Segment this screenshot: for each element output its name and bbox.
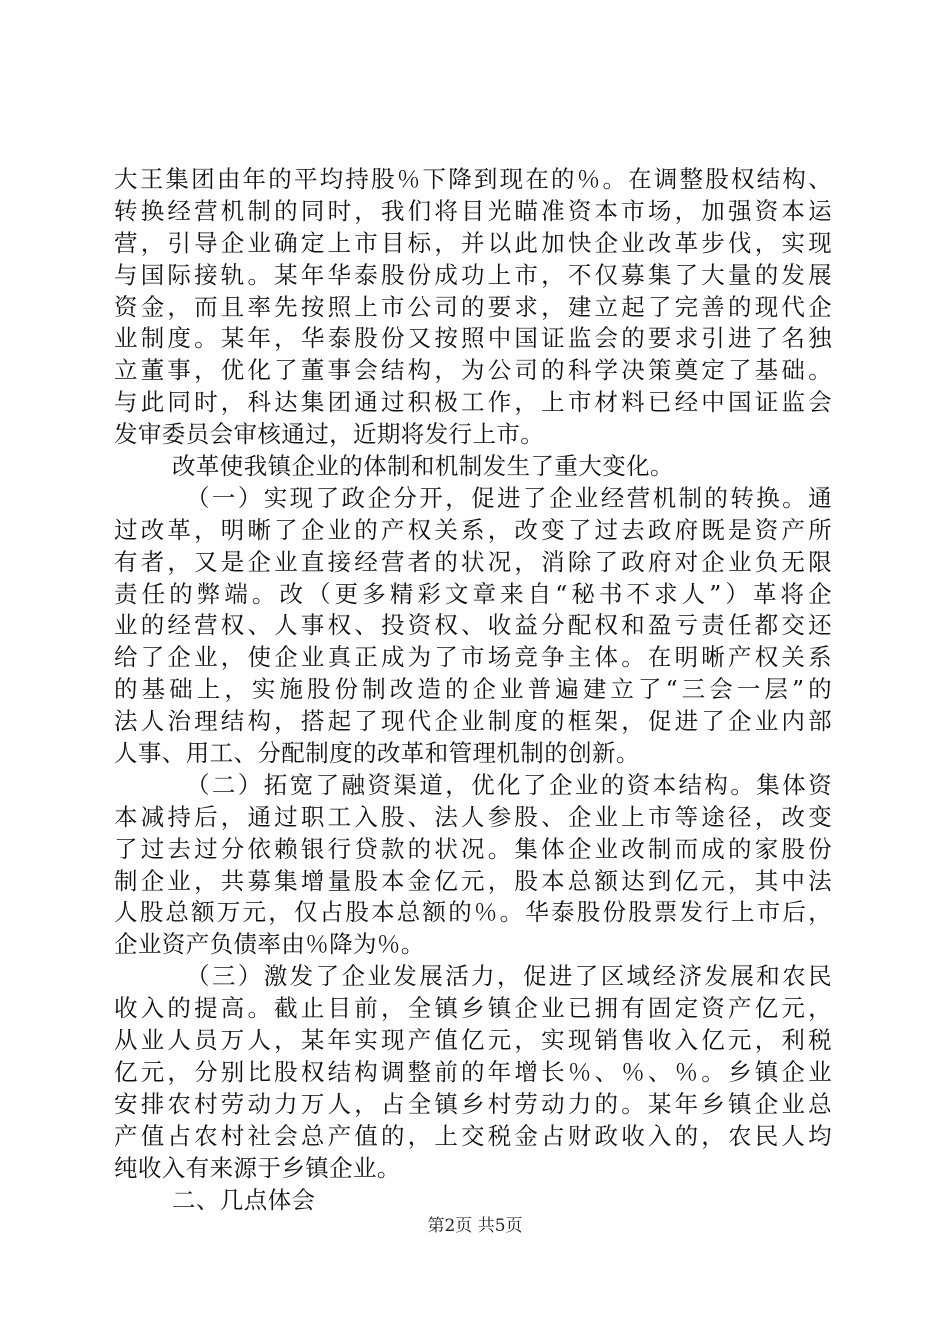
text-line: 法人治理结构，搭起了现代企业制度的框架，促进了企业内部 [114,707,832,736]
text-line: 过改革，明晰了企业的产权关系，改变了过去政府既是资产所 [114,515,832,544]
paragraph-section-two [114,770,832,961]
text-line: 给了企业，使企业真正成为了市场竞争主体。在明晰产权关系 [114,643,832,672]
text-line: （三）激发了企业发展活力，促进了区域经济发展和农民 [186,962,832,991]
text-line: 转换经营机制的同时，我们将目光瞄准资本市场，加强资本运 [114,196,832,225]
text-line: 收入的提高。截止目前，全镇乡镇企业已拥有固定资产亿元， [114,994,832,1023]
paragraph-capital-market [114,164,832,451]
text-line: 大王集团由年的平均持股％下降到现在的％。在调整股权结构、 [114,165,832,193]
text-line: 亿元，分别比股权结构调整前的年增长％、％、％。乡镇企业 [114,1057,832,1086]
document-body [114,164,832,1216]
text-line: 从业人员万人，某年实现产值亿元，实现销售收入亿元，利税 [114,1026,832,1055]
text-line: 制企业，共募集增量股本金亿元，股本总额达到亿元，其中法 [114,866,832,895]
text-line: 安排农村劳动力万人，占全镇乡村劳动力的。某年乡镇企业总 [114,1089,832,1118]
text-line: （一）实现了政企分开，促进了企业经营机制的转换。通 [186,483,832,512]
paragraph-section-three [114,961,832,1184]
text-line: 与此同时，科达集团通过积极工作，上市材料已经中国证监会 [114,388,832,417]
text-line: 营，引导企业确定上市目标，并以此加快企业改革步伐，实现 [114,228,832,257]
section-heading: 二、几点体会 [172,1185,316,1214]
text-line: 与国际接轨。某年华泰股份成功上市，不仅募集了大量的发展 [114,260,832,289]
text-line: 的基础上，实施股份制改造的企业普遍建立了“三会一层”的 [114,675,832,704]
text-line: 企业资产负债率由％降为％。 [114,930,425,959]
text-line: 资金，而且率先按照上市公司的要求，建立起了完善的现代企 [114,292,832,321]
text-line: 发审委员会审核通过，近期将发行上市。 [114,420,545,449]
text-line: 产值占农村社会总产值的，上交税金占财政收入的，农民人均 [114,1121,832,1150]
text-line: 责任的弊端。改（更多精彩文章来自“秘书不求人”）革将企 [114,579,832,608]
text-line: 人股总额万元，仅占股本总额的％。华泰股份股票发行上市后， [114,898,832,927]
text-line: 了过去过分依赖银行贷款的状况。集体企业改制而成的家股份 [114,834,832,863]
text-line: 业制度。某年，华泰股份又按照中国证监会的要求引进了名独 [114,324,832,353]
text-line: 立董事，优化了董事会结构，为公司的科学决策奠定了基础。 [114,356,832,385]
section-heading-experience [114,1185,832,1217]
text-line: 本减持后，通过职工入股、法人参股、企业上市等途径，改变 [114,802,832,831]
text-line: 业的经营权、人事权、投资权、收益分配权和盈亏责任都交还 [114,611,832,640]
text-line: 有者，又是企业直接经营者的状况，消除了政府对企业负无限 [114,547,832,576]
text-line: 纯收入有来源于乡镇企业。 [114,1153,401,1182]
page-number: 第2页 共5页 [427,1216,523,1236]
text-line: 人事、用工、分配制度的改革和管理机制的创新。 [114,739,640,768]
text-line: 改革使我镇企业的体制和机制发生了重大变化。 [172,452,674,481]
text-line: （二）拓宽了融资渠道，优化了企业的资本结构。集体资 [186,770,832,799]
paragraph-section-one [114,483,832,770]
paragraph-reform-summary [114,451,832,483]
